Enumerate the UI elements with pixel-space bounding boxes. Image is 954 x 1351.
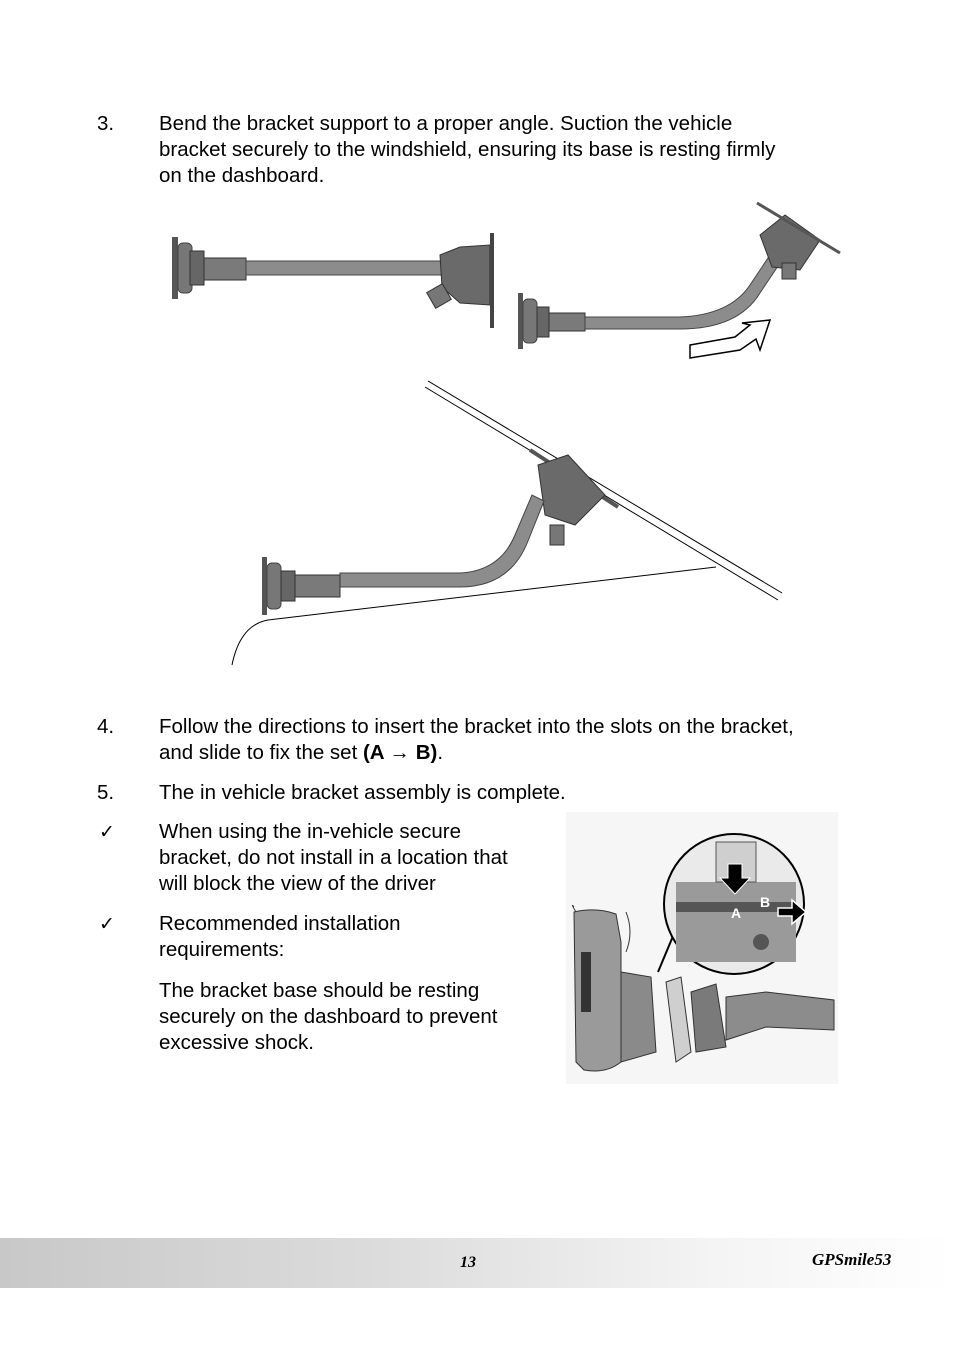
step-text-line: The in vehicle bracket assembly is complete. [159,781,566,804]
step-text-line: and slide to fix the set [159,741,363,764]
step-text-line-with-bold [159,740,443,766]
installed-bracket-figure [232,381,782,665]
straight-bracket-figure [172,233,494,328]
step-text-tail: . [437,741,444,764]
bracket-angle-illustration [160,195,860,670]
label-b: B [760,894,771,910]
note-paragraph-line: The bracket base should be resting [159,979,480,1002]
step-text-line: bracket securely to the windshield, ensuring its base is resting firmly [159,138,776,161]
note-paragraph-line: securely on the dashboard to prevent [159,1005,498,1028]
step-number: 4. [97,715,115,738]
note-text-line: Recommended installation [159,912,401,935]
device-attach-illustration [566,812,838,1084]
note-text-line: will block the view of the driver [159,872,436,895]
footer-brand: GPSmile53 [812,1250,892,1269]
page-number: 13 [460,1254,476,1271]
page-footer [0,1238,954,1288]
step-text-line: Bend the bracket support to a proper angle. Suction the vehicle [159,112,733,135]
step-number: 5. [97,781,115,804]
note-paragraph-line: excessive shock. [159,1031,314,1054]
bold-direction: (A → B) [362,741,438,764]
checkmark-icon: ✓ [99,913,115,935]
step-text-line: Follow the directions to insert the bracket into the slots on the bracket, [159,715,794,738]
note-text-line: When using the in-vehicle secure [159,820,461,843]
label-a: A [731,905,742,921]
step-number: 3. [97,112,115,135]
checkmark-icon: ✓ [99,821,115,843]
step-text-line: on the dashboard. [159,164,325,187]
note-text-line: requirements: [159,938,285,961]
bent-bracket-figure [518,203,840,358]
note-text-line: bracket, do not install in a location that [159,846,508,869]
